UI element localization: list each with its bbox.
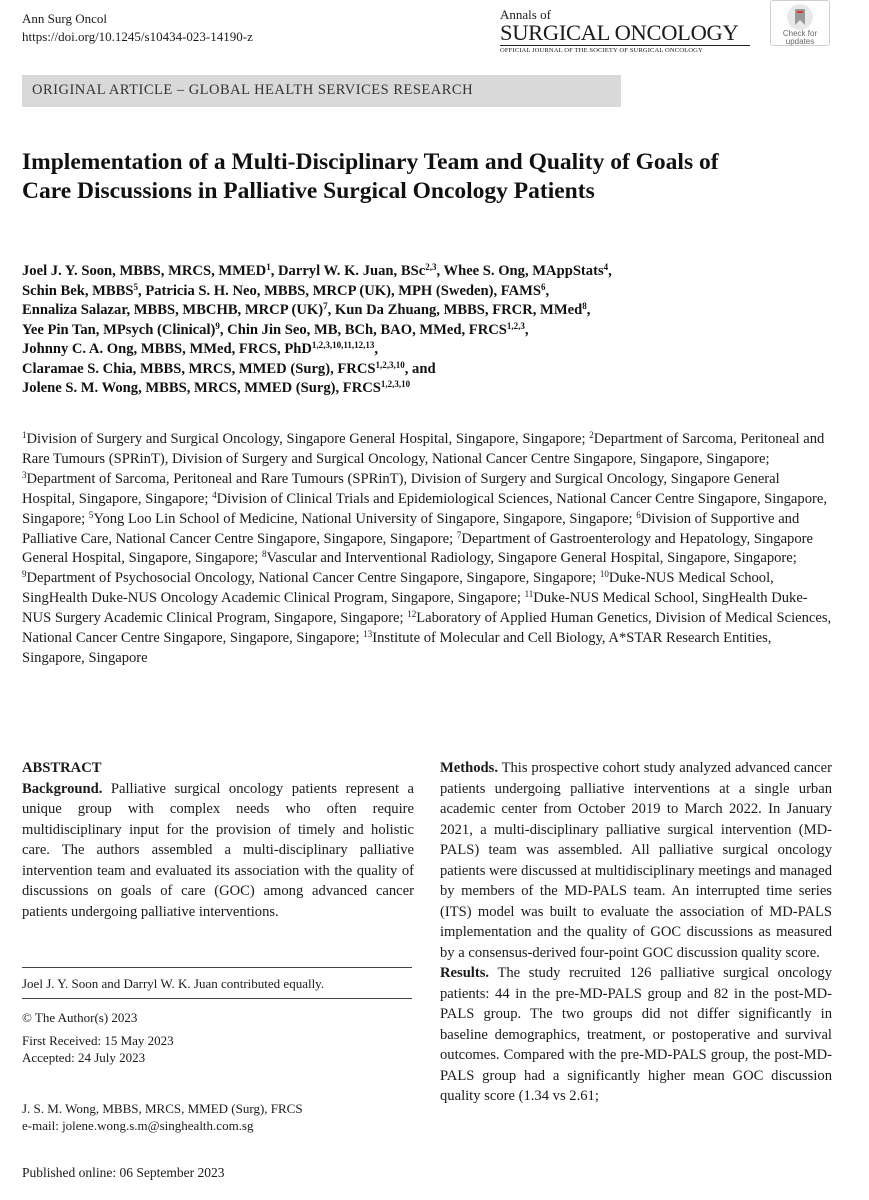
affiliation: Department of Psychosocial Oncology, National Cancer Centre Singapore, Singapore, Singapore; bbox=[26, 570, 600, 587]
author: Joel J. Y. Soon, MBBS, MRCS, MMED$^1$, bbox=[22, 262, 278, 279]
results-text: The study recruited 126 palliative surgical oncology patients: 44 in the pre-MD-PALS group and 82 in the post-MD-PALS group. The two groups did not differ significantly in baseline demographics, treatment, or postoperative and survival outcomes. Compared with the pre-MD-PALS group, the post-MD-PALS group had a significantly higher mean GOC discussion quality score (1.34 vs 2.61; bbox=[440, 965, 832, 1104]
background-text: Palliative surgical oncology patients represent a unique group with complex needs who often require multidisciplinary input for the provision of timely and holistic care. The authors assembled a multi-disciplinary palliative intervention team and evaluated its association with the quality of discussions on goals of care (GOC) among advanced cancer patients undergoing palliative interventions. bbox=[22, 780, 414, 920]
affiliation: Division of Supportive and Palliative Care, National Cancer Centre Singapore, Singapore, Singapore; bbox=[22, 510, 800, 547]
author: Claramae S. Chia, MBBS, MRCS, MMED (Surg), FRCS$^{1,2,3,10}$, and bbox=[22, 359, 436, 377]
footnote-divider bbox=[22, 998, 412, 999]
affiliation: Department of Sarcoma, Peritoneal and Rare Tumours (SPRinT), Division of Surgery and Surgical Oncology, National Cancer Centre Singapore, Singapore, Singapore; bbox=[22, 431, 825, 467]
affiliation: Department of Sarcoma, Peritoneal and Rare Tumours (SPRinT), Division of Surgery and Surgical Oncology, Singapore General Hospital, Singapore, Singapore; bbox=[22, 470, 780, 507]
author-list bbox=[22, 262, 822, 399]
journal-logo[interactable] bbox=[500, 8, 750, 56]
abstract-right-column bbox=[440, 758, 832, 1107]
author: Chin Jin Seo, MB, BCh, BAO, MMed, FRCS$^{1,2,3}$, bbox=[227, 320, 529, 338]
equal-contribution-note: Joel J. Y. Soon and Darryl W. K. Juan contributed equally. bbox=[22, 976, 325, 991]
affiliation: Yong Loo Lin School of Medicine, National University of Singapore, Singapore, Singapore; bbox=[93, 510, 637, 527]
badge-line1: Check for bbox=[782, 29, 818, 38]
author: Darryl W. K. Juan, BSc$^{2,3}$, bbox=[278, 262, 444, 279]
check-for-updates-badge[interactable] bbox=[770, 0, 830, 46]
author: Yee Pin Tan, MPsych (Clinical)$^9$, bbox=[22, 320, 228, 338]
corresponding-email[interactable]: e-mail: jolene.wong.s.m@singhealth.com.sg bbox=[22, 1118, 254, 1133]
published-online-date: Published online: 06 September 2023 bbox=[22, 1165, 225, 1180]
abstract-left-column bbox=[22, 758, 414, 922]
affiliation: Laboratory of Applied Human Genetics, Division of Medical Sciences, National Cancer Centre Singapore, Singapore, Singapore; bbox=[22, 610, 832, 647]
methods-label: Methods. bbox=[440, 760, 498, 776]
received-date: First Received: 15 May 2023 bbox=[22, 1033, 174, 1048]
affiliation: Vascular and Interventional Radiology, Singapore General Hospital, Singapore, Singapore; bbox=[266, 550, 797, 567]
affiliation: Duke-NUS Medical School, SingHealth Duke-NUS Oncology Academic Clinical Program, Singapore, Singapore; bbox=[22, 570, 774, 607]
results-label: Results. bbox=[440, 965, 490, 981]
author: Kun Da Zhuang, MBBS, FRCR, MMed$^8$, bbox=[334, 301, 591, 318]
author: Schin Bek, MBBS$^5$, bbox=[22, 281, 146, 299]
affiliations: $^1$Division of Surgery and Surgical Oncology, Singapore General Hospital, Singapore, Singapore; $^2$Department of Sarcoma, Peritoneal and Rare Tumours (SPRinT), Division of Surgery and Surgical Oncology, National Cancer Centre Singapore, Singapore, Singapore; $^3$Department of Sarcoma, Peritoneal and Rare Tumours (SPRinT), Division of Surgery and Surgical Oncology, Singapore General Hospital, Singapore, Singapore; $^4$Division of Clinical Trials and Epidemiological Sciences, National Cancer Centre Singapore, Singapore, Singapore; $^5$Yong Loo Lin School of Medicine, National University of Singapore, Singapore, Singapore; $^6$Division of Supportive and Palliative Care, National Cancer Centre Singapore, Singapore, Singapore; $^7$Department of Gastroenterology and Hepatology, Singapore General Hospital, Singapore, Singapore; $^8$Vascular and Interventional Radiology, Singapore General Hospital, Singapore, Singapore; $^9$Department of Psychosocial Oncology, National Cancer Centre Singapore, Singapore, Singapore; $^{10}$Duke-NUS Medical School, SingHealth Duke-NUS Oncology Academic Clinical Program, Singapore, Singapore; $^{11}$Duke-NUS Medical School, SingHealth Duke-NUS Surgery Academic Clinical Program, Singapore, Singapore; $^{12}$Laboratory of Applied Human Genetics, Division of Medical Sciences, National Cancer Centre Singapore, Singapore, Singapore; $^{13}$Institute of Molecular and Cell Biology, A*STAR Research Entities, Singapore, Singapore bbox=[22, 430, 832, 666]
footnote-divider bbox=[22, 967, 412, 968]
abstract-methods bbox=[440, 758, 832, 963]
journal-citation bbox=[22, 10, 253, 46]
author: Johnny C. A. Ong, MBBS, MMed, FRCS, PhD$^{1,2,3,10,11,12,13}$, bbox=[22, 340, 379, 357]
article-type-label: ORIGINAL ARTICLE – GLOBAL HEALTH SERVICES RESEARCH bbox=[32, 82, 474, 98]
abstract-results bbox=[440, 963, 832, 1107]
abstract-background bbox=[22, 779, 414, 923]
corresponding-author: J. S. M. Wong, MBBS, MRCS, MMED (Surg), FRCS bbox=[22, 1101, 303, 1116]
affiliation: Department of Gastroenterology and Hepatology, Singapore General Hospital, Singapore, Singapore; bbox=[22, 530, 813, 567]
author: Ennaliza Salazar, MBBS, MBCHB, MRCP (UK)$^7$, bbox=[22, 301, 335, 318]
article-type-banner bbox=[22, 75, 621, 107]
methods-text: This prospective cohort study analyzed advanced cancer patients undergoing palliative interventions at a single urban academic center from October 2019 to March 2022. In January 2021, a multi-disciplinary palliative surgical intervention (MD-PALS) team was assembled. All palliative surgical oncology patients were discussed at multidisciplinary meetings and managed by members of the MD-PALS team. An interrupted time series (ITS) model was built to evaluate the association of MD-PALS implementation and the quality of GOC discussions as measured by a consensus-derived four-point GOC discussion quality score. bbox=[440, 760, 832, 961]
bookmark-icon bbox=[787, 4, 813, 30]
background-label: Background. bbox=[22, 780, 103, 797]
logo-tagline: OFFICIAL JOURNAL OF THE SOCIETY OF SURGICAL ONCOLOGY bbox=[500, 47, 703, 54]
affiliation: Duke-NUS Medical School, SingHealth Duke-NUS Surgery Academic Clinical Program, Singapore, Singapore; bbox=[22, 590, 808, 627]
logo-title: SURGICAL ONCOLOGY bbox=[500, 22, 750, 46]
author: Jolene S. M. Wong, MBBS, MRCS, MMED (Surg), FRCS$^{1,2,3,10}$ bbox=[22, 379, 411, 396]
abstract-heading: ABSTRACT bbox=[22, 760, 102, 776]
author: Patricia S. H. Neo, MBBS, MRCP (UK), MPH (Sweden), FAMS$^6$, bbox=[145, 281, 550, 299]
copyright-note: © The Author(s) 2023 bbox=[22, 1010, 138, 1025]
doi-link[interactable]: https://doi.org/10.1245/s10434-023-14190-z bbox=[22, 29, 253, 44]
logo-small-text: Annals of bbox=[500, 7, 551, 22]
article-title: Implementation of a Multi-Disciplinary Team and Quality of Goals of Care Discussions in Palliative Surgical Oncology Patients bbox=[22, 149, 719, 204]
affiliation: Division of Surgery and Surgical Oncology, Singapore General Hospital, Singapore, Singapore; bbox=[26, 431, 590, 447]
author: Whee S. Ong, MAppStats$^4$, bbox=[443, 262, 612, 279]
affiliation: Division of Clinical Trials and Epidemiological Sciences, National Cancer Centre Singapore, Singapore, Singapore; bbox=[22, 490, 827, 527]
badge-line2: updates bbox=[785, 37, 815, 46]
accepted-date: Accepted: 24 July 2023 bbox=[22, 1050, 146, 1065]
journal-abbrev: Ann Surg Oncol bbox=[22, 11, 107, 26]
affiliation: Institute of Molecular and Cell Biology, A*STAR Research Entities, Singapore, Singapore bbox=[22, 630, 772, 666]
